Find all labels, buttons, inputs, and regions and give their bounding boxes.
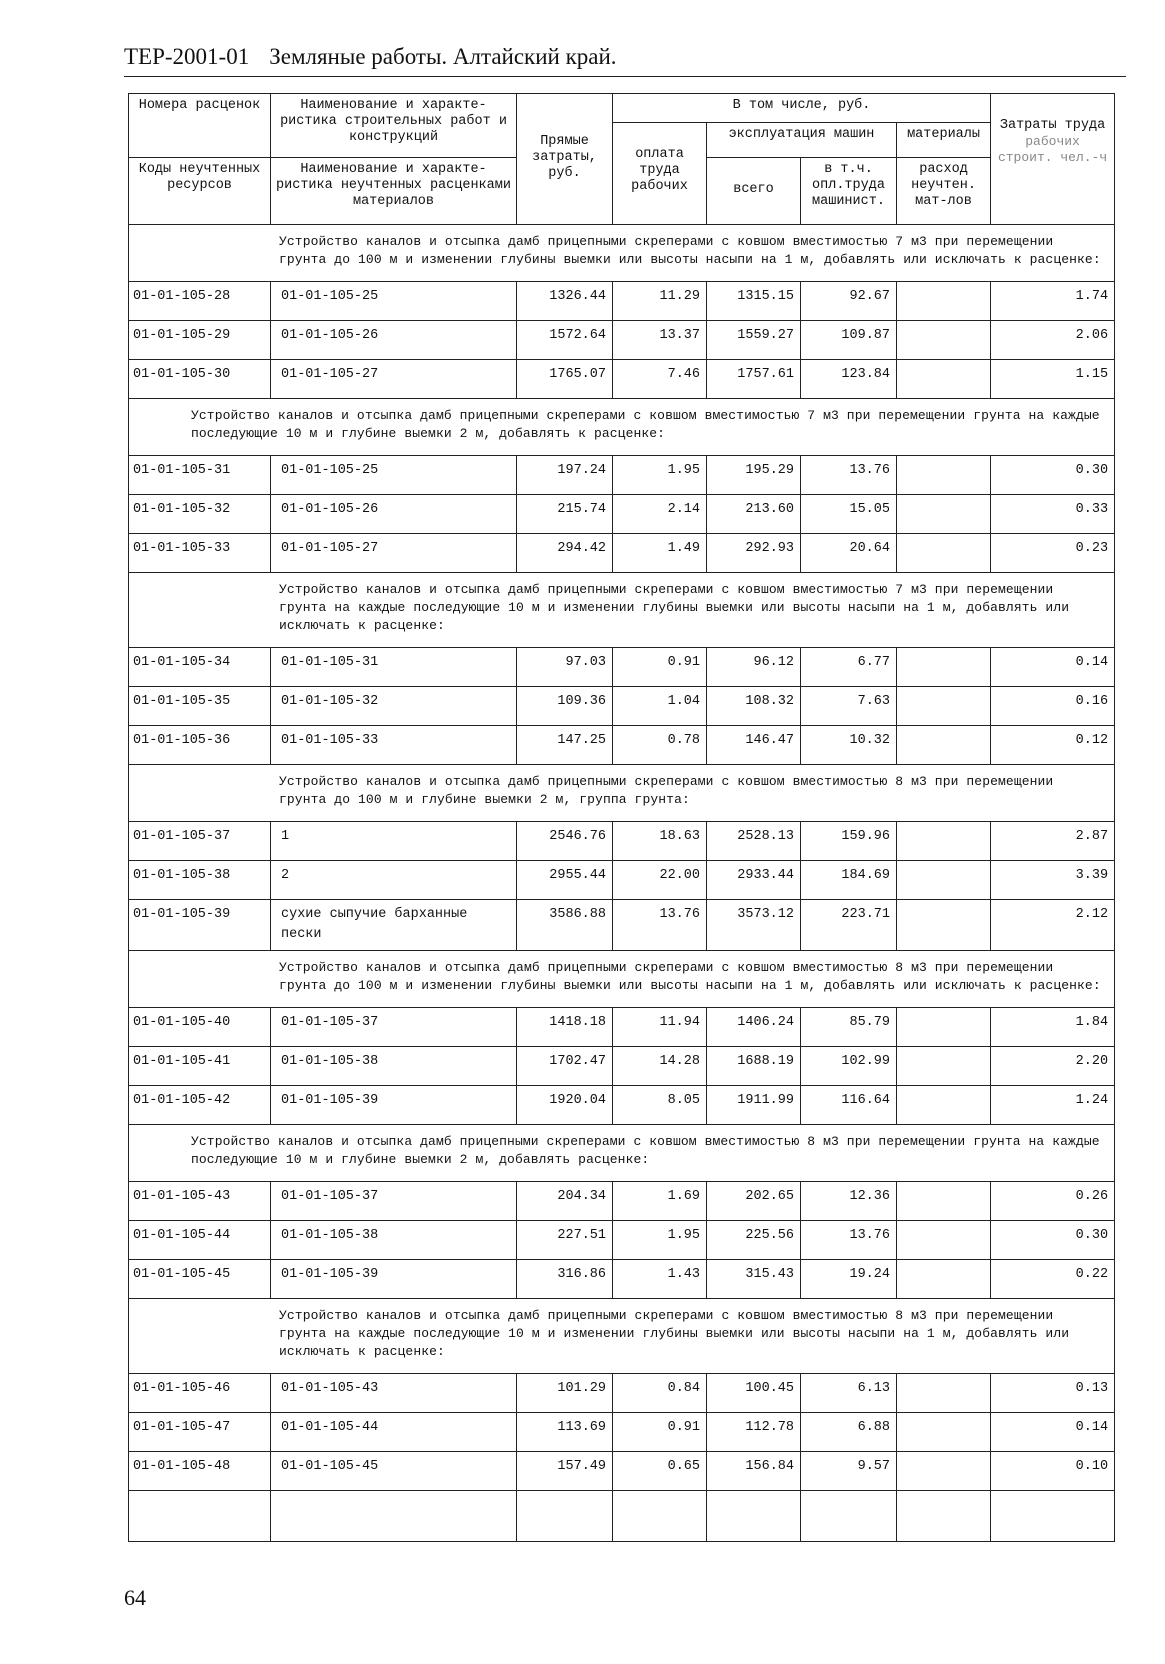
cell-materials-use [897,282,991,321]
cell-rate-name: 01-01-105-27 [271,360,517,399]
cell-labor-pay: 11.29 [613,282,707,321]
cell-rate-name: 01-01-105-45 [271,1452,517,1491]
cell-direct-costs: 1418.18 [517,1008,613,1047]
col-materials-use: расход неучтен. мат-лов [897,158,991,225]
cell-rate-name: 01-01-105-44 [271,1413,517,1452]
cell-machines-total: 292.93 [707,534,801,573]
section-header [129,399,1115,456]
col-machines-total: всего [707,158,801,225]
empty-cell [271,1491,517,1542]
cell-direct-costs: 157.49 [517,1452,613,1491]
col-machines: эксплуатация машин [707,123,897,158]
cell-machines-total: 195.29 [707,456,801,495]
cell-operator-pay: 109.87 [801,321,897,360]
table-row [129,1374,1115,1413]
page-header [124,44,1124,70]
cell-operator-pay: 116.64 [801,1086,897,1125]
table-row [129,861,1115,900]
table-row [129,1047,1115,1086]
cell-rate-code: 01-01-105-45 [129,1260,271,1299]
cell-direct-costs: 97.03 [517,648,613,687]
section-header [129,1299,1115,1374]
cell-labor-hours: 0.30 [991,1221,1115,1260]
cell-rate-name: 01-01-105-25 [271,456,517,495]
cell-operator-pay: 15.05 [801,495,897,534]
cell-labor-pay: 0.91 [613,648,707,687]
cell-materials-use [897,822,991,861]
cell-operator-pay: 7.63 [801,687,897,726]
empty-cell [707,1491,801,1542]
cell-direct-costs: 101.29 [517,1374,613,1413]
section-header [129,951,1115,1008]
cell-operator-pay: 6.13 [801,1374,897,1413]
cell-machines-total: 1559.27 [707,321,801,360]
cell-materials-use [897,495,991,534]
cell-machines-total: 315.43 [707,1260,801,1299]
cell-rate-code: 01-01-105-34 [129,648,271,687]
cell-labor-hours: 2.12 [991,900,1115,951]
cell-operator-pay: 123.84 [801,360,897,399]
cell-machines-total: 146.47 [707,726,801,765]
table-row [129,1260,1115,1299]
cell-rate-name: 01-01-105-26 [271,321,517,360]
col-labor-costs-sub: рабочих строит. чел.-ч [997,134,1108,165]
section-title: Устройство каналов и отсыпка дамб прицепными скреперами с ковшом вместимостью 8 м3 при перемещении грунта до 100 м и изменении глубины выемки или высоты насыпи на 1 м, добавлять или исключать к расценке: [129,951,1115,1008]
cell-machines-total: 1911.99 [707,1086,801,1125]
cell-rate-code: 01-01-105-28 [129,282,271,321]
cell-labor-hours: 1.15 [991,360,1115,399]
cell-machines-total: 108.32 [707,687,801,726]
cell-labor-hours: 3.39 [991,861,1115,900]
cell-materials-use [897,1452,991,1491]
cell-operator-pay: 92.67 [801,282,897,321]
cell-rate-name: 01-01-105-37 [271,1182,517,1221]
cell-rate-name: 01-01-105-32 [271,687,517,726]
cell-labor-pay: 0.91 [613,1413,707,1452]
cell-direct-costs: 294.42 [517,534,613,573]
cell-materials-use [897,648,991,687]
cell-machines-total: 1406.24 [707,1008,801,1047]
cell-rate-code: 01-01-105-43 [129,1182,271,1221]
section-title: Устройство каналов и отсыпка дамб прицепными скреперами с ковшом вместимостью 8 м3 при перемещении грунта на каждые последующие 10 м и изменении глубины выемки или высоты насыпи на 1 м, добавлять или исключать к расценке: [129,1299,1115,1374]
cell-machines-total: 112.78 [707,1413,801,1452]
cell-labor-hours: 0.10 [991,1452,1115,1491]
section-header [129,225,1115,282]
table-row [129,822,1115,861]
col-materials-name: Наименование и характе-ристика неучтенных расценками материалов [271,158,517,225]
table-row [129,282,1115,321]
cell-labor-pay: 0.84 [613,1374,707,1413]
cell-materials-use [897,726,991,765]
cell-operator-pay: 159.96 [801,822,897,861]
cell-rate-code: 01-01-105-38 [129,861,271,900]
table-row [129,1413,1115,1452]
page-number: 64 [124,1585,146,1610]
cell-materials-use [897,1047,991,1086]
cell-rate-name: 01-01-105-37 [271,1008,517,1047]
cell-rate-code: 01-01-105-35 [129,687,271,726]
cell-materials-use [897,687,991,726]
cell-labor-hours: 0.30 [991,456,1115,495]
cell-operator-pay: 9.57 [801,1452,897,1491]
table-row [129,456,1115,495]
cell-labor-hours: 0.14 [991,648,1115,687]
cell-labor-hours: 0.26 [991,1182,1115,1221]
cell-rate-code: 01-01-105-29 [129,321,271,360]
cell-machines-total: 225.56 [707,1221,801,1260]
cell-labor-pay: 18.63 [613,822,707,861]
cell-machines-total: 100.45 [707,1374,801,1413]
cell-rate-code: 01-01-105-41 [129,1047,271,1086]
cell-materials-use [897,1374,991,1413]
table-row [129,726,1115,765]
cell-operator-pay: 13.76 [801,456,897,495]
cell-materials-use [897,360,991,399]
cell-operator-pay: 6.88 [801,1413,897,1452]
cell-direct-costs: 197.24 [517,456,613,495]
empty-cell [613,1491,707,1542]
cell-rate-name: сухие сыпучие барханные пески [271,900,517,951]
col-rate-number: Номера расценок [129,94,271,158]
col-labor-costs-title: Затраты труда [999,118,1106,133]
cell-labor-hours: 1.74 [991,282,1115,321]
cell-operator-pay: 19.24 [801,1260,897,1299]
cell-rate-name: 1 [271,822,517,861]
cell-operator-pay: 223.71 [801,900,897,951]
cell-labor-hours: 1.84 [991,1008,1115,1047]
section-title: Устройство каналов и отсыпка дамб прицепными скреперами с ковшом вместимостью 8 м3 при перемещении грунта на каждые последующие 10 м и глубине выемки 2 м, добавлять расценке: [129,1125,1115,1182]
cell-operator-pay: 6.77 [801,648,897,687]
cell-materials-use [897,900,991,951]
cell-machines-total: 213.60 [707,495,801,534]
cell-operator-pay: 12.36 [801,1182,897,1221]
document-title: Земляные работы. Алтайский край. [269,44,617,69]
cell-labor-pay: 1.04 [613,687,707,726]
empty-cell [129,1491,271,1542]
col-work-name: Наименование и характе-ристика строительных работ и конструкций [271,94,517,158]
cell-machines-total: 1315.15 [707,282,801,321]
cell-operator-pay: 10.32 [801,726,897,765]
cell-materials-use [897,1008,991,1047]
header-rule [124,76,1126,77]
cell-labor-pay: 13.76 [613,900,707,951]
cell-labor-hours: 1.24 [991,1086,1115,1125]
col-labor-costs [991,94,1115,225]
cell-materials-use [897,1260,991,1299]
cell-machines-total: 1688.19 [707,1047,801,1086]
cell-machines-total: 1757.61 [707,360,801,399]
cell-labor-pay: 2.14 [613,495,707,534]
cell-labor-pay: 1.69 [613,1182,707,1221]
cell-labor-pay: 7.46 [613,360,707,399]
section-title: Устройство каналов и отсыпка дамб прицепными скреперами с ковшом вместимостью 7 м3 при перемещении грунта на каждые последующие 10 м и глубине выемки 2 м, добавлять к расценке: [129,399,1115,456]
section-title: Устройство каналов и отсыпка дамб прицепными скреперами с ковшом вместимостью 8 м3 при перемещении грунта до 100 м и глубине выемки 2 м, группа грунта: [129,765,1115,822]
cell-labor-hours: 0.23 [991,534,1115,573]
cell-direct-costs: 2955.44 [517,861,613,900]
section-header [129,1125,1115,1182]
cell-rate-code: 01-01-105-44 [129,1221,271,1260]
table-row [129,687,1115,726]
cell-rate-code: 01-01-105-47 [129,1413,271,1452]
cell-labor-pay: 11.94 [613,1008,707,1047]
document-code: ТЕР-2001-01 [124,44,250,69]
cell-direct-costs: 316.86 [517,1260,613,1299]
cell-direct-costs: 1326.44 [517,282,613,321]
section-title: Устройство каналов и отсыпка дамб прицепными скреперами с ковшом вместимостью 7 м3 при перемещении грунта до 100 м и изменении глубины выемки или высоты насыпи на 1 м, добавлять или исключать к расценке: [129,225,1115,282]
cell-operator-pay: 85.79 [801,1008,897,1047]
cell-rate-name: 01-01-105-27 [271,534,517,573]
table-row [129,900,1115,951]
cell-labor-pay: 0.65 [613,1452,707,1491]
cell-rate-code: 01-01-105-46 [129,1374,271,1413]
section-header [129,573,1115,648]
cell-materials-use [897,1086,991,1125]
cell-labor-hours: 2.87 [991,822,1115,861]
cell-materials-use [897,861,991,900]
cell-operator-pay: 20.64 [801,534,897,573]
cell-rate-name: 2 [271,861,517,900]
cell-rate-name: 01-01-105-31 [271,648,517,687]
cell-machines-total: 3573.12 [707,900,801,951]
cell-labor-pay: 1.49 [613,534,707,573]
cell-labor-hours: 2.20 [991,1047,1115,1086]
col-materials: материалы [897,123,991,158]
cell-labor-hours: 0.14 [991,1413,1115,1452]
col-including: В том числе, руб. [613,94,991,123]
cell-labor-hours: 0.13 [991,1374,1115,1413]
cell-materials-use [897,321,991,360]
cell-rate-name: 01-01-105-39 [271,1260,517,1299]
cell-rate-name: 01-01-105-33 [271,726,517,765]
cell-materials-use [897,456,991,495]
cell-rate-code: 01-01-105-40 [129,1008,271,1047]
section-title: Устройство каналов и отсыпка дамб прицепными скреперами с ковшом вместимостью 7 м3 при перемещении грунта на каждые последующие 10 м и изменении глубины выемки или высоты насыпи на 1 м, добавлять или исключать к расценке: [129,573,1115,648]
cell-materials-use [897,1413,991,1452]
cell-direct-costs: 147.25 [517,726,613,765]
table-row [129,495,1115,534]
cell-machines-total: 202.65 [707,1182,801,1221]
cell-labor-pay: 1.95 [613,456,707,495]
table-row [129,321,1115,360]
table-row [129,1452,1115,1491]
cell-rate-name: 01-01-105-25 [271,282,517,321]
table-row [129,534,1115,573]
cell-direct-costs: 204.34 [517,1182,613,1221]
cell-direct-costs: 2546.76 [517,822,613,861]
section-header [129,765,1115,822]
cell-labor-hours: 0.33 [991,495,1115,534]
cell-labor-pay: 14.28 [613,1047,707,1086]
cell-rate-code: 01-01-105-39 [129,900,271,951]
cell-rate-name: 01-01-105-38 [271,1221,517,1260]
cell-rate-name: 01-01-105-39 [271,1086,517,1125]
table-header [129,94,1115,225]
cell-direct-costs: 3586.88 [517,900,613,951]
cell-labor-pay: 22.00 [613,861,707,900]
cell-rate-code: 01-01-105-33 [129,534,271,573]
table-body [129,225,1115,1542]
table-row [129,1086,1115,1125]
cell-operator-pay: 13.76 [801,1221,897,1260]
cell-rate-code: 01-01-105-36 [129,726,271,765]
cell-operator-pay: 184.69 [801,861,897,900]
cell-labor-hours: 0.16 [991,687,1115,726]
rates-table [128,93,1115,1542]
table-row [129,1008,1115,1047]
cell-rate-name: 01-01-105-38 [271,1047,517,1086]
cell-labor-pay: 0.78 [613,726,707,765]
cell-machines-total: 156.84 [707,1452,801,1491]
cell-labor-pay: 1.95 [613,1221,707,1260]
empty-cell [897,1491,991,1542]
col-direct-costs: Прямые затраты, руб. [517,94,613,225]
empty-cell [991,1491,1115,1542]
col-machines-operator-pay: в т.ч. опл.труда машинист. [801,158,897,225]
cell-labor-hours: 0.22 [991,1260,1115,1299]
table-row [129,360,1115,399]
cell-direct-costs: 227.51 [517,1221,613,1260]
cell-direct-costs: 1765.07 [517,360,613,399]
cell-rate-code: 01-01-105-30 [129,360,271,399]
col-labor-pay: оплата труда рабочих [613,123,707,225]
cell-rate-code: 01-01-105-42 [129,1086,271,1125]
cell-operator-pay: 102.99 [801,1047,897,1086]
cell-direct-costs: 113.69 [517,1413,613,1452]
empty-cell [801,1491,897,1542]
cell-labor-pay: 13.37 [613,321,707,360]
cell-direct-costs: 1920.04 [517,1086,613,1125]
table-row [129,1221,1115,1260]
cell-machines-total: 2528.13 [707,822,801,861]
empty-cell [517,1491,613,1542]
cell-labor-pay: 8.05 [613,1086,707,1125]
cell-materials-use [897,534,991,573]
table-filler-row [129,1491,1115,1542]
cell-rate-name: 01-01-105-43 [271,1374,517,1413]
cell-labor-hours: 2.06 [991,321,1115,360]
col-unaccounted-codes: Коды неучтенных ресурсов [129,158,271,225]
cell-direct-costs: 109.36 [517,687,613,726]
cell-rate-code: 01-01-105-48 [129,1452,271,1491]
cell-machines-total: 96.12 [707,648,801,687]
cell-direct-costs: 215.74 [517,495,613,534]
cell-materials-use [897,1221,991,1260]
cell-direct-costs: 1702.47 [517,1047,613,1086]
cell-rate-name: 01-01-105-26 [271,495,517,534]
cell-labor-hours: 0.12 [991,726,1115,765]
cell-labor-pay: 1.43 [613,1260,707,1299]
cell-rate-code: 01-01-105-37 [129,822,271,861]
cell-rate-code: 01-01-105-32 [129,495,271,534]
cell-materials-use [897,1182,991,1221]
cell-rate-code: 01-01-105-31 [129,456,271,495]
table-row [129,1182,1115,1221]
cell-machines-total: 2933.44 [707,861,801,900]
cell-direct-costs: 1572.64 [517,321,613,360]
table-row [129,648,1115,687]
